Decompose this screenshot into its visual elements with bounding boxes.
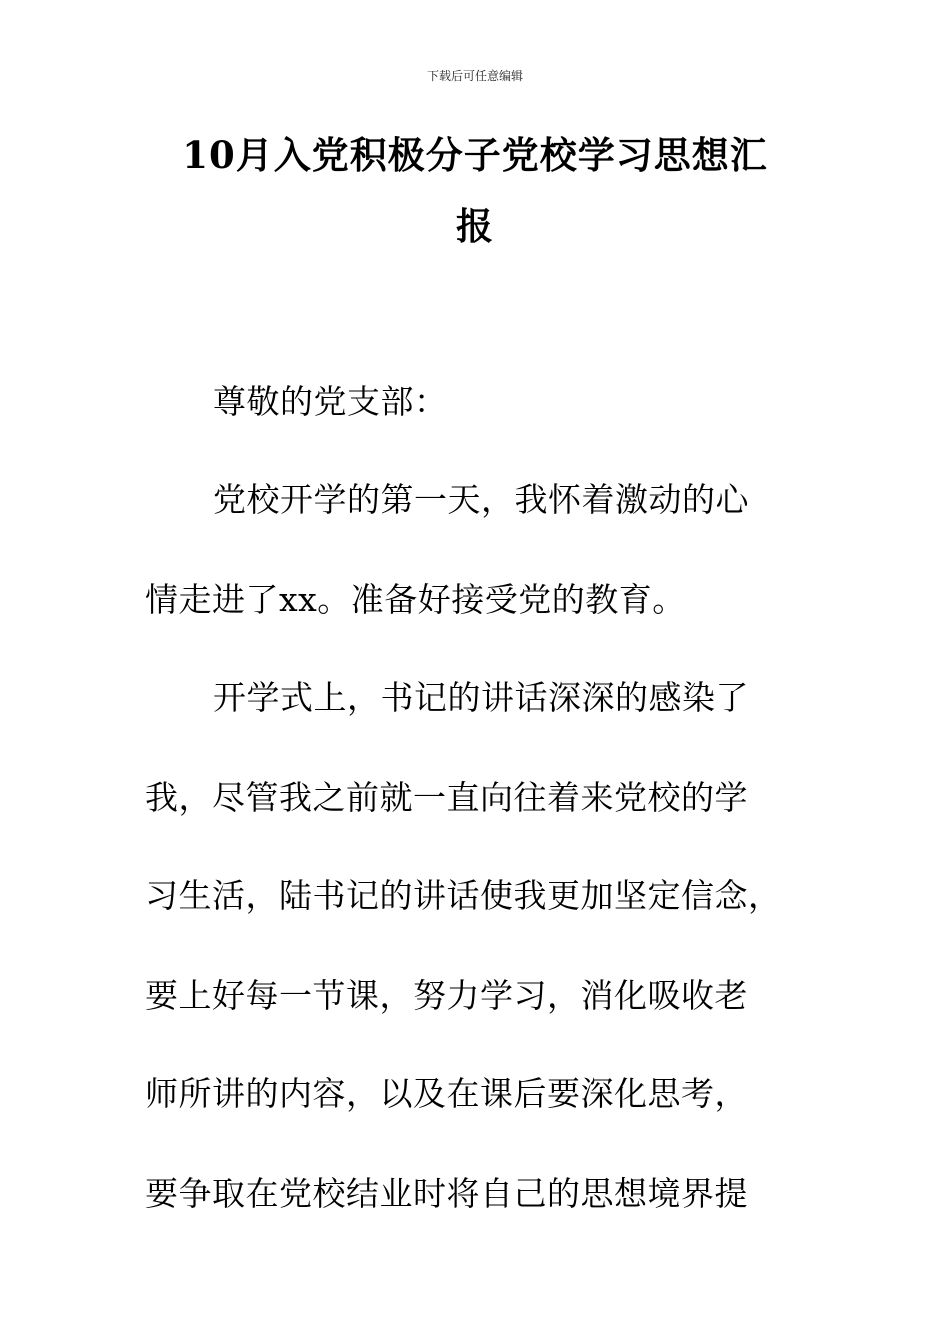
header-note: 下载后可任意编辑: [426, 69, 523, 83]
paragraph-line: 党校开学的第一天，我怀着激动的心: [213, 480, 749, 519]
paragraph-line: 情走进了xx。准备好接受党的教育。: [145, 580, 686, 619]
paragraph-line: 习生活，陆书记的讲话使我更加坚定信念，: [145, 876, 782, 915]
document-title-line-2: 报: [456, 204, 494, 248]
paragraph-line: 要上好每一节课，努力学习，消化吸收老: [145, 976, 748, 1015]
paragraph-line: 我，尽管我之前就一直向往着来党校的学: [145, 778, 748, 817]
paragraph-line: 要争取在党校结业时将自己的思想境界提: [145, 1174, 748, 1213]
paragraph-line: 师所讲的内容，以及在课后要深化思考，: [145, 1074, 748, 1113]
salutation: 尊敬的党支部：: [213, 382, 448, 421]
paragraph-line: 开学式上，书记的讲话深深的感染了: [213, 678, 749, 717]
document-title-line-1: 10月入党积极分子党校学习思想汇: [182, 133, 768, 177]
